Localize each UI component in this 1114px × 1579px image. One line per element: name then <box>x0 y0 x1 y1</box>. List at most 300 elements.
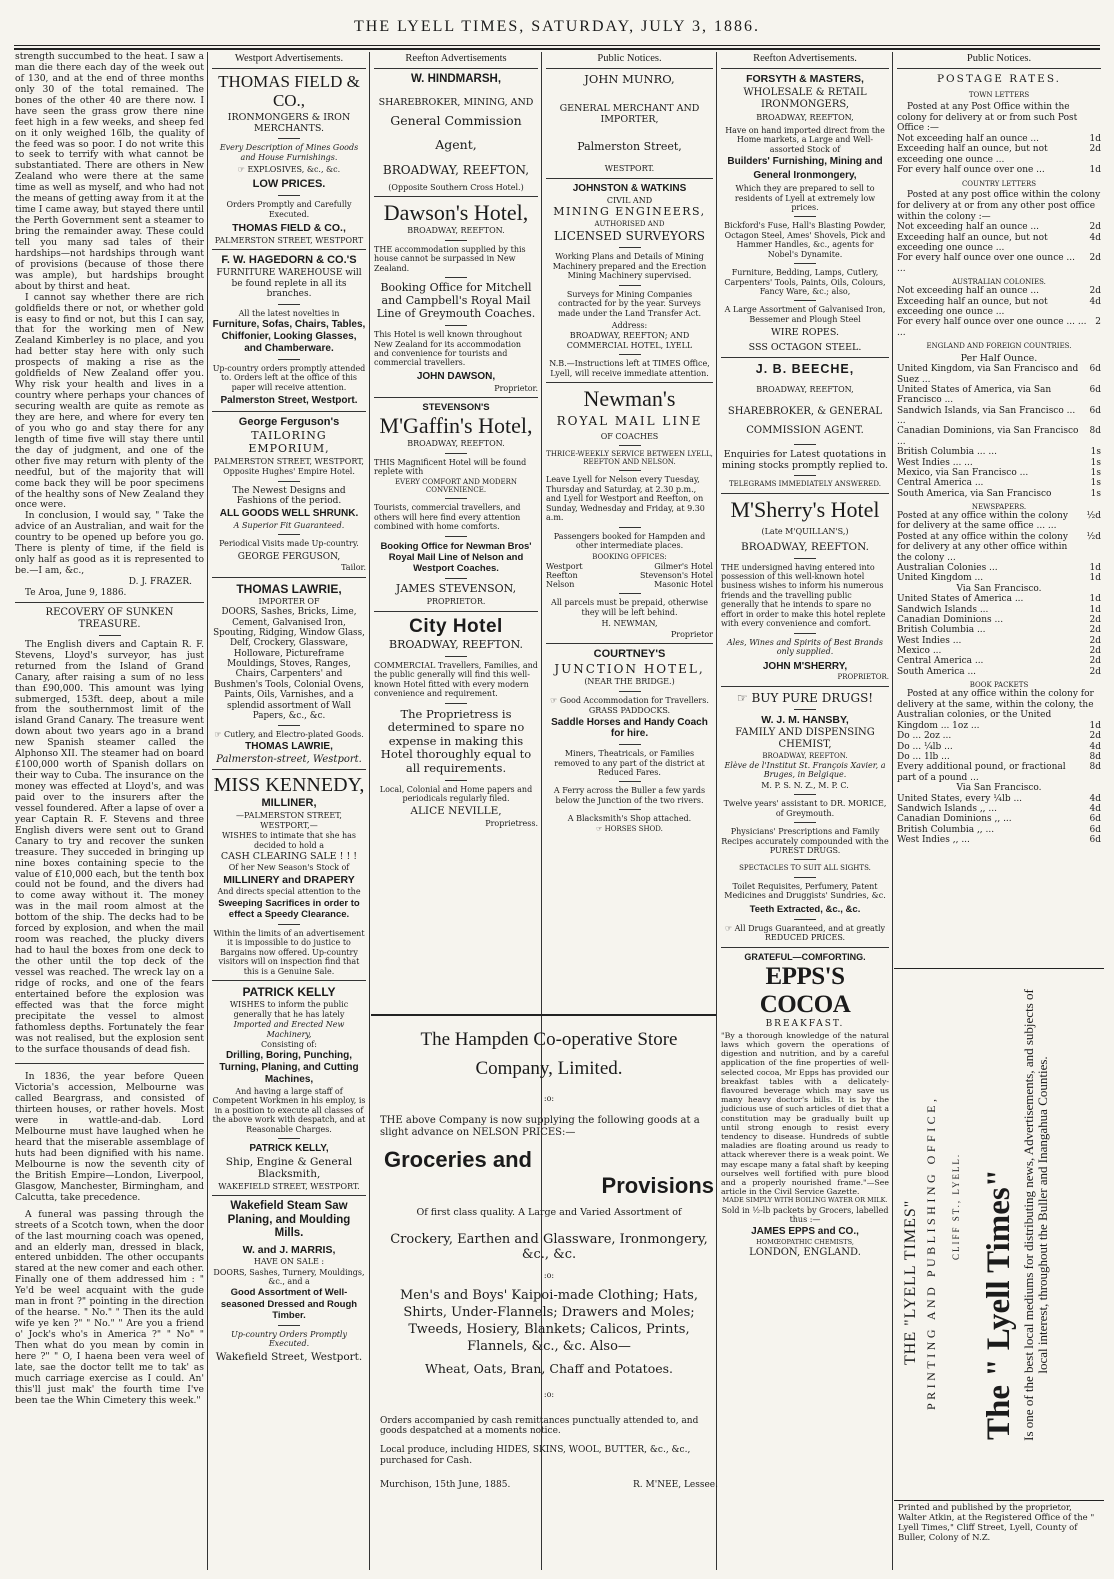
rate-row <box>897 165 1101 175</box>
ad-text: Consisting of: <box>261 1040 317 1049</box>
rate-label: For every half ounce over one ounce ... ... ... <box>897 317 1087 338</box>
ad-text: Posted at any post office within the colony for delivery at or from any other post office within the colony :— <box>897 190 1101 222</box>
ad-text: FURNITURE WAREHOUSE will be found replete in all its branches. <box>216 268 362 300</box>
rate-value: 1s <box>1090 478 1101 489</box>
rate-value: 1d <box>1089 573 1101 584</box>
ad-text: Enquiries for Latest quotations in mining stocks promptly replied to. <box>722 448 888 472</box>
ad-text: MADE SIMPLY WITH BOILING WATER OR MILK. <box>722 1196 888 1205</box>
ad-text: Posted at any office within the colony for delivery at the same, within the colony, the Australian colonies, or the United <box>897 689 1094 721</box>
rate-label: Canadian Dominions ,, ... <box>897 814 1012 825</box>
postage-title: POSTAGE RATES. <box>936 73 1061 86</box>
rate-label: Do ... 1lb ... <box>897 752 950 763</box>
ad-address: PALMERSTON STREET, WESTPORT <box>214 235 364 245</box>
rate-row <box>897 364 1101 385</box>
rate-value: 4d <box>1089 296 1101 307</box>
office-town: Westport <box>546 561 583 571</box>
ad-text: (Opposite Southern Cross Hotel.) <box>388 182 524 192</box>
rate-value: 2 <box>1095 317 1101 328</box>
rate-row <box>897 563 1101 573</box>
rate-value: 6d <box>1089 405 1101 416</box>
rate-label: Do ... 2oz ... <box>897 731 952 742</box>
rate-value: 8d <box>1089 426 1101 437</box>
rate-row <box>897 532 1101 563</box>
rate-row <box>897 426 1101 447</box>
ad-text: Every Description of Mines Goods and House Furnishings. <box>219 143 359 162</box>
rate-row <box>897 594 1101 604</box>
rate-value: 1s <box>1090 467 1101 478</box>
rate-label: For every half ounce over one ... <box>897 164 1045 175</box>
rate-value: 2d <box>1089 645 1101 656</box>
ad-text: W. and J. MARRIS, <box>242 1243 336 1256</box>
rate-value: 4d <box>1089 232 1101 243</box>
ad-hampden-store <box>374 1017 724 1570</box>
ad-address: BROADWAY, REEFTON. <box>741 541 869 554</box>
ad-johnston-watkins <box>546 183 713 378</box>
rate-row <box>897 835 1101 845</box>
article-title: RECOVERY OF SUNKEN TREASURE. <box>45 607 174 631</box>
section-rule <box>894 968 1104 969</box>
ad-text: THE above Company is now supplying the following goods at a slight advance on NELSON PRICES:— <box>380 1115 700 1139</box>
ad-title: PATRICK KELLY <box>242 985 336 1000</box>
ad-address: WAKEFIELD STREET, WESTPORT. <box>218 1181 360 1191</box>
ad-text: WHOLESALE & RETAIL IRONMONGERS, <box>743 86 867 110</box>
ad-text: Drilling, Boring, Punching, Turning, Planing, and Cutting Machines, <box>219 1050 359 1086</box>
ad-trade: IRONMONGERS & IRON MERCHANTS. <box>227 111 351 134</box>
ad-text: GRASS PADDOCKS. <box>588 706 671 716</box>
ad-date: Murchison, 15th June, 1885. <box>380 1480 511 1491</box>
rates-table <box>897 594 1101 677</box>
ad-text: Per Half Ounce. <box>960 353 1038 365</box>
booking-office-row <box>546 571 713 580</box>
ad-text: DOORS, Sashes, Bricks, Lime, Cement, Galvanised Iron, Spouting, Ridging, Window Glass, Delf, Crockery, Glassware, Holloware, Pictureframe Mouldings, Stoves, Ranges, Chairs, Carpenters' and Bushmen's Tools, Colonial Ovens, Paints, Oils, Varnishes, and a splendid assortment of Wall Papers, &c., &c. <box>213 607 365 721</box>
article-paragraph: A funeral was passing through the streets of a Scotch town, when the door of the last mourning coach was opened, and an elderly man, dressed in black, entered unbidden. The other occupants stared at the new comer and each other. Finally one of them addressed him : " Ye'd be weel acquaint with the gude man in front ?" pointing in the direction of the hearse. " No." " Then its the auld wife ye ken ?" " No." " Are you a friend o' Jock's who's in America ?" " No" " Then what do you mean by comin in here ?" " O, I haena been vera weel of late, sae the doctor tellt me to tak' as much carriage exercise as I could. An' this'll just mak' the fourth time I've been tae the Whin Cimetery this week." <box>15 1208 204 1406</box>
ad-text: Address: <box>611 320 648 330</box>
section-title: NEWSPAPERS. <box>971 502 1027 511</box>
article-paragraph: In 1836, the year before Queen Victoria's accession, Melbourne was called Beargrass, and consisted of thirteen houses, or rather hovels. Most were in wattle-and-dab. Lord Melbourne must have laughed when he heard that the miserable assemblage of huts had been dignified with his name. Melbourne is now the seventh city of the British Empire—London, Liverpool, Glasgow, Manchester, Birmingham, and Calcutta, take precedence. <box>15 1071 204 1203</box>
rate-label: West Indies ,, ... <box>897 835 970 846</box>
ad-text: Saddle Horses and Handy Coach for hire. <box>551 716 708 740</box>
rate-row <box>897 511 1101 532</box>
ad-text: Teeth Extracted, &c., &c. <box>749 903 861 915</box>
article-paragraph: The English divers and Captain R. F. Stevens, Lloyd's surveyor, has just returned from the Island of Grand Canary, after raising a sum of no less than £90,000. This amount was lying submerged, 153ft. deep, about a mile from the southernmost limit of the island Grand Canary. The treasure went down about two years ago in a brand new Spanish steamer called the Alphonso XII. The steamer had on board £100,000 worth of Spanish dollars on their way to Cuba. The insurance on the money was effected at Lloyd's, and was paid over to the insurers after the vessel foundered. After a lapse of over a year Captain R. F. Stevens and three English divers were sent out to Grand Canary to try and recover the sunken treasure. They succeded in bringing up nine boxes containing specie to the value of £10,000 each, but the tenth box could not be found, and the divers had to come away without it. The money was in the mail room almost at the bottom of the ship. The decks had to be forced by explosion, and when the mail room was reached, the plucky divers had to haul the boxes from one deck to the other until the top deck of the vessel was reached. The wreck lay on a ridge of rocks, and one of the fears entertained before the explosion was effected was that the force might precipitate the vessel to almost fathomless depths. Fortunately the fear was not realised, but the explosion sent to the surface thousands of dead fish. <box>15 638 205 1055</box>
ad-text: FAMILY AND DISPENSING CHEMIST, <box>735 727 875 750</box>
ad-text: DOORS, Sashes, Turnery, Mouldings, &c., and a <box>213 1267 365 1286</box>
ad-text: Physicians' Prescriptions and Family Recipes accurately compounded with the PUREST DRUGS. <box>721 827 889 856</box>
ad-text: BOOKING OFFICES: <box>592 552 667 561</box>
rate-value: 1s <box>1090 447 1101 458</box>
ad-text: A Ferry across the Buller a few yards below the Junction of the two rivers. <box>553 786 706 805</box>
rate-row <box>897 667 1101 677</box>
ad-text: LICENSED SURVEYORS <box>554 229 705 244</box>
rate-value: ½d <box>1086 531 1101 542</box>
column-rule <box>892 52 893 1570</box>
ad-title: George Ferguson's <box>238 415 340 428</box>
rate-value: 6d <box>1089 814 1101 825</box>
ad-text: Local, Colonial and Home papers and periodicals regularly filed. <box>379 784 533 803</box>
ad-text: All the latest novelties in <box>238 308 340 318</box>
rate-value: 4d <box>1089 793 1101 804</box>
column-header: Westport Advertisements. <box>212 52 366 69</box>
ad-title: M'Sherry's Hotel <box>730 496 880 522</box>
ad-title: JOHN MUNRO, <box>584 72 675 87</box>
ad-text: Good Assortment of Well-seasoned Dressed and Rough Timber. <box>220 1287 358 1321</box>
ad-text: Builders' Furnishing, Mining and General Ironmongery, <box>727 156 883 182</box>
ad-text: MILLINER, <box>261 797 317 810</box>
rate-value: 1d <box>1089 133 1101 144</box>
rates-table <box>897 721 1101 783</box>
ad-signature: JOHN DAWSON, <box>416 370 496 382</box>
ad-text: Miners, Theatricals, or Families removed to any part of the district at Reduced Fares. <box>554 749 705 777</box>
rate-label: Central America ... <box>897 478 984 489</box>
rate-row <box>897 406 1101 427</box>
ad-signature: JOHN M'SHERRY, <box>762 660 848 672</box>
ad-title: Wakefield Steam Saw Planing, and Moulding Mills. <box>227 1200 351 1240</box>
rotated-title: The " Lyell Times" <box>981 1168 1017 1440</box>
ad-signature: PATRICK KELLY, <box>249 1143 329 1155</box>
ad-title: EPPS'S COCOA <box>759 963 851 1018</box>
ad-text: EXPLOSIVES, &c., &c. <box>247 165 341 175</box>
rate-row <box>897 825 1101 835</box>
ornament: :o: <box>543 1093 555 1103</box>
letter-place-date: Te Aroa, June 9, 1886. <box>25 587 127 598</box>
ad-text: Opposite Hughes' Empire Hotel. <box>223 467 355 477</box>
rate-label: Do ... ¼lb ... <box>897 741 953 752</box>
rate-value: 2d <box>1089 614 1101 625</box>
ad-title: JOHNSTON & WATKINS <box>572 182 687 194</box>
ad-text: TELEGRAMS IMMEDIATELY ANSWERED. <box>729 480 881 489</box>
rate-value: 8d <box>1089 762 1101 773</box>
ad-text: A Large Assortment of Galvanised Iron, Bessemer and Plough Steel <box>724 305 886 324</box>
rate-row <box>897 573 1101 583</box>
rate-value: ½d <box>1086 511 1101 522</box>
rate-value: 2d <box>1089 666 1101 677</box>
rates-table <box>897 794 1101 846</box>
ad-text: Via San Francisco. <box>956 783 1042 794</box>
rate-label: Not exceeding half an ounce ... <box>897 286 1040 297</box>
ad-text: Provisions <box>601 1172 714 1198</box>
ad-ferguson <box>212 416 366 573</box>
ad-text: ALL GOODS WELL SHRUNK. <box>219 507 359 519</box>
rate-label: Sandwich Islands, via San Francisco ... ... <box>897 405 1076 427</box>
ad-text: (NEAR THE BRIDGE.) <box>584 677 675 687</box>
ad-thomas-field <box>212 73 366 245</box>
rate-row <box>897 317 1101 338</box>
ad-address: Wakefield Street, Westport. <box>215 1350 363 1363</box>
ad-text: SHAREBROKER, MINING, AND <box>378 96 534 108</box>
ad-text: WISHES to inform the public generally that he has lately <box>229 1000 349 1019</box>
rate-value: 2d <box>1089 656 1101 667</box>
ad-city-hotel <box>374 616 538 829</box>
ad-text: Orders Promptly and Carefully Executed. <box>226 200 352 219</box>
rate-label: Not exceeding half an ounce ... <box>897 133 1040 144</box>
ad-text: Surveys for Mining Companies contracted for by the year. Surveys made under the Land Transfer Act. <box>557 289 702 318</box>
ad-text: GENERAL MERCHANT AND IMPORTER, <box>559 102 700 126</box>
office-hotel: Stevenson's Hotel <box>639 570 713 580</box>
ad-signature: JAMES EPPS and CO., <box>751 1225 859 1237</box>
ad-text: Ship, Engine & General Blacksmith, <box>225 1155 353 1181</box>
rate-value: 2d <box>1089 286 1101 297</box>
rate-value: 2d <box>1089 731 1101 742</box>
rate-label: Exceeding half an ounce, but not exceeding one ounce ... <box>897 296 1048 317</box>
reefton-ads-column-2 <box>718 52 892 1570</box>
ad-hindmarsh <box>374 73 538 192</box>
rate-label: Exceeding half an ounce, but not exceeding one ounce ... <box>897 232 1048 253</box>
ad-text: Crockery, Earthen and Glassware, Ironmongery, &c., &c. <box>390 1232 708 1263</box>
ad-text: LOW PRICES. <box>252 178 326 191</box>
ad-text: Cutlery, and Electro-plated Goods. <box>223 730 364 740</box>
ad-text: And having a large staff of Competent Workmen in his employ, is in a position to execute all classes of the above work with despatch, and at Reasonable Charges. <box>212 1086 366 1134</box>
rate-value: 2d <box>1089 635 1101 646</box>
ad-address: —PALMERSTON STREET, WESTPORT,— <box>236 811 342 830</box>
column-header: Public Notices. <box>897 52 1101 69</box>
rate-row <box>897 458 1101 468</box>
rate-row <box>897 286 1101 296</box>
ad-text: Tourists, commercial travellers, and others will here find every attention combined with home comforts. <box>374 503 521 532</box>
rate-row <box>897 814 1101 824</box>
rates-table <box>897 364 1101 498</box>
rate-value: 6d <box>1089 835 1101 846</box>
ad-text: All parcels must be prepaid, otherwise they will be left behind. <box>551 598 708 617</box>
ad-title: MISS KENNEDY, <box>213 774 365 797</box>
rotated-text: PRINTING AND PUBLISHING OFFICE, <box>924 1095 938 1410</box>
ad-text: Proprietor. <box>494 383 538 393</box>
ad-text: TAILORING EMPORIUM, <box>248 428 330 455</box>
ad-text: Working Plans and Details of Mining Machinery prepared and the Erection Mining Machinery supervised. <box>552 252 707 281</box>
ad-text: And directs special attention to the <box>217 887 361 897</box>
ad-address: BROADWAY, REEFTON. <box>389 638 523 651</box>
ad-title: THOMAS LAWRIE, <box>236 581 342 596</box>
reefton-ads-column <box>371 52 541 1017</box>
rate-row <box>897 222 1101 232</box>
rates-table <box>897 222 1101 274</box>
rate-label: Central America ... <box>897 656 984 667</box>
pointing-hand-icon: ☞ <box>214 730 224 740</box>
rate-label: Sandwich Islands ... <box>897 604 989 615</box>
rate-label: Australian Colonies ... <box>897 562 998 573</box>
section-title: ENGLAND AND FOREIGN COUNTRIES. <box>926 341 1072 350</box>
ad-text: Booking Office for Newman Bros' Royal Mail Line of Nelson and Westport Coaches. <box>380 540 532 574</box>
booking-office-row <box>546 562 713 571</box>
ad-dawsons-hotel <box>374 201 538 393</box>
rate-label: United Kingdom ... <box>897 573 984 584</box>
rates-table <box>897 286 1101 338</box>
rate-label: Not exceeding half an ounce ... <box>897 222 1040 233</box>
ad-address: PALMERSTON STREET, WESTPORT, <box>214 456 364 466</box>
rate-value: 2d <box>1089 253 1101 264</box>
ad-title: The Hampden Co-operative Store Company, Limited. <box>420 1029 678 1080</box>
ad-address: Palmerston Street, <box>577 140 682 154</box>
ad-text: A Blacksmith's Shop attached. <box>567 814 692 824</box>
rate-label: Sandwich Islands ,, ... <box>897 804 997 814</box>
rate-row <box>897 478 1101 488</box>
rate-row <box>897 625 1101 635</box>
ad-text: THE accommodation supplied by this house cannot be surpassed in New Zealand. <box>374 244 526 273</box>
rate-value: 4d <box>1089 804 1101 814</box>
ad-title: W. HINDMARSH, <box>410 73 502 86</box>
ad-text: Furniture, Sofas, Chairs, Tables, Chiffonier, Looking Glasses, and Chamberware. <box>212 319 366 354</box>
article-paragraph: strength succumbed to the heat. I saw a man die there each day of the week out of 130, and at the end of three months only 30 of the total remained. The bones of the other 40 are there now. I have seen the grass grow there nine feet high in a few weeks, and sheep fed on it only weighed 16lb, the quality of the feed was so poor. I do not write this to seek to terrify with what cannot be substantiated. There are others in New Zealand who were there at the same time as well as myself, and who had not the means of getting away from it at the time I came away, but stayed there until the Perth Government sent a steamer to bring the remainder away. These could tell you many sad tales of their hardships—not hardships through want of provisions (because of those there was ample), but hardships brought about by thirst and heat. <box>15 52 204 292</box>
rotated-text: Is one of the best local mediums for distributing news, Advertisements, and subjects of local interest, throughout the Buller and Inangahua Counties. <box>1021 989 1051 1441</box>
ad-signature: ALICE NEVILLE, <box>410 805 502 818</box>
ad-text: M. P. S. N. Z., M. P. C. <box>761 780 849 790</box>
ad-mgaffins-hotel <box>374 402 538 607</box>
column-header: Reefton Advertisements <box>374 52 538 69</box>
ad-text: PROPRIETOR. <box>426 597 486 607</box>
ad-text: PROPRIETOR. <box>837 673 889 682</box>
pointing-hand-icon: ☞ <box>550 695 560 705</box>
ad-text: THOMAS FIELD & CO., <box>232 222 346 235</box>
pointing-hand-icon: ☞ <box>736 690 752 705</box>
ad-text: Twelve years' assistant to DR. MORICE, of Greymouth. <box>723 799 887 818</box>
section-title: COUNTRY LETTERS <box>961 180 1037 189</box>
ad-hansby-chemist <box>721 691 889 943</box>
ad-title: M'Gaffin's Hotel, <box>379 413 533 439</box>
rate-label: United States, every ¼lb ... <box>897 793 1023 804</box>
rate-value: 6d <box>1089 385 1101 396</box>
rate-row <box>897 721 1101 731</box>
ad-title: Newman's <box>583 386 676 412</box>
ad-text: Up-country Orders Promptly Executed. <box>230 1329 347 1349</box>
rate-row <box>897 297 1101 318</box>
westport-ads-column <box>209 52 369 1570</box>
rate-row <box>897 385 1101 406</box>
ad-text: HORSES SHOD. <box>604 824 663 833</box>
rate-row <box>897 144 1101 165</box>
rate-value: 1d <box>1089 164 1101 175</box>
ad-address: BROADWAY, REEFTON. <box>407 226 505 236</box>
office-hotel: Gilmer's Hotel <box>654 561 713 571</box>
column-rule <box>716 52 717 1017</box>
news-column <box>12 52 207 1570</box>
ad-text: EVERY COMFORT AND MODERN CONVENIENCE. <box>394 477 518 495</box>
ad-text: All Drugs Guaranteed, and at greatly REDUCED PRICES. <box>734 923 886 943</box>
ad-text: Proprietress. <box>485 818 538 828</box>
ad-text: Passengers booked for Hampden and other intermediate places. <box>553 531 706 551</box>
ad-address: BROADWAY, REEFTON. <box>762 751 848 760</box>
ad-text: SSS OCTAGON STEEL. <box>748 341 862 353</box>
rate-label: West Indies ... <box>897 635 962 646</box>
ad-text: BREAKFAST. <box>765 1019 845 1030</box>
pointing-hand-icon: ☞ <box>596 824 605 833</box>
rate-value: 6d <box>1089 364 1101 375</box>
booking-office-row <box>546 580 713 589</box>
pointing-hand-icon: ☞ <box>237 165 248 175</box>
rate-value: 2d <box>1089 144 1101 155</box>
ad-address: LONDON, ENGLAND. <box>749 1247 861 1259</box>
ad-text: WISHES to intimate that she has decided to hold a <box>221 831 357 850</box>
ad-text: MINING ENGINEERS, <box>553 204 706 218</box>
ad-text: SPECTACLES TO SUIT ALL SIGHTS. <box>739 864 871 873</box>
article-paragraph: In conclusion, I would say, " Take the advice of an Australian, and wait for the country to be opened up before you go. There is plenty of time, if the field is only half as good as it is represented to be.—I am, &c., <box>15 510 204 577</box>
ad-text: "By a thorough knowledge of the natural laws which govern the operations of digestion and nutrition, and by a careful application of the fine properties of well-selected cocoa, Mr Epps has provided our breakfast tables with a delicately-flavoured beverage which may save us many heavy doctor's bills. It is by the judicious use of such articles of diet that a constitution may be gradually built up until strong enough to resist every tendency to disease. Hundreds of subtle maladies are floating around us ready to attack wherever there is a weak point. We may escape many a fatal shaft by keeping ourselves well fortified with pure blood and a properly nourished frame."—See article in the Civil Service Gazette. <box>721 1030 889 1197</box>
rate-label: South America, via San Francisco <box>897 488 1052 499</box>
ad-text: Have on hand imported direct from the Home markets, a Large and Well-assorted Stock of <box>725 125 885 154</box>
ad-text: THIS Magnificent Hotel will be found replete with <box>374 457 527 477</box>
ad-text: Sweeping Sacrifices in order to effect a Speedy Clearance. <box>218 897 360 920</box>
imprint: Printed and published by the proprietor, Walter Atkin, at the Registered Office of the " Lyell Times," Cliff Street, Lyell, County of Buller, Colony of N.Z. <box>898 1503 1095 1544</box>
rate-value: 4d <box>1089 741 1101 752</box>
office-town: Reefton <box>546 570 578 580</box>
rate-row <box>897 134 1101 144</box>
ad-lawrie <box>212 582 366 766</box>
rate-row <box>897 489 1101 499</box>
ad-text: Of first class quality. A Large and Varied Assortment of <box>416 1206 682 1218</box>
ad-address: Palmerston Street, Westport. <box>220 395 358 407</box>
column-header: Public Notices. <box>546 52 713 69</box>
ad-text: W. J. M. HANSBY, <box>761 713 849 726</box>
ad-text: Within the limits of an advertisement it is impossible to do justice to Bargains now offered. Up-country visitors will on inspection find that this is a Genuine Sale. <box>213 928 365 976</box>
section-title: AUSTRALIAN COLONIES. <box>952 278 1046 286</box>
ad-wakefield-mills <box>212 1200 366 1363</box>
ad-address: BROADWAY, REEFTON, <box>756 384 854 394</box>
ad-courtneys-hotel <box>546 648 713 833</box>
rate-row <box>897 762 1101 783</box>
rate-value: 2d <box>1089 222 1101 233</box>
ad-address: BROADWAY, REEFTON. <box>407 439 505 449</box>
ad-text: Leave Lyell for Nelson every Tuesday, Thursday and Saturday, at 2.30 p.m., and Lyell for Westport and Reefton, on Sunday, Wednesday and Friday, at 9.30 a.m. <box>546 475 705 523</box>
section-rule <box>371 1014 716 1016</box>
ad-title: BUY PURE DRUGS! <box>751 690 874 705</box>
ad-text: Wheat, Oats, Bran, Chaff and Potatoes. <box>424 1360 674 1376</box>
ad-text: A Superior Fit Guaranteed. <box>233 520 345 530</box>
ad-epps-cocoa <box>721 952 889 1259</box>
rate-label: For every half ounce over one ounce ... ... <box>897 253 1076 274</box>
ad-text: WIRE ROPES. <box>770 327 840 339</box>
ad-text: AUTHORISED AND <box>594 219 665 228</box>
ad-signature: THOMAS LAWRIE, <box>245 740 333 752</box>
ad-text: Furniture, Bedding, Lamps, Cutlery, Carpenters' Tools, Paints, Oils, Colours, Fancy Ware, &c.; also, <box>724 268 886 297</box>
masthead: THE LYELL TIMES, SATURDAY, JULY 3, 1886. <box>354 18 760 35</box>
rate-value: 1d <box>1089 604 1101 615</box>
ad-title: FORSYTH & MASTERS, <box>746 73 864 86</box>
rate-row <box>897 447 1101 457</box>
rate-label: Mexico ... <box>897 645 942 656</box>
ad-text: Sold in ½-lb packets by Grocers, labelled thus :— <box>721 1205 889 1225</box>
rate-value: 1d <box>1089 720 1101 731</box>
ad-text: Bickford's Fuse, Hall's Blasting Powder, Octagon Steel, Ames' Shovels, Pick and Hammer Handles, &c., agents for Nobel's Dynamite. <box>724 221 886 259</box>
ad-text: Via San Francisco. <box>956 583 1042 594</box>
rate-value: 2d <box>1089 625 1101 636</box>
ad-text: General Commission Agent, <box>390 113 522 152</box>
ad-title: Dawson's Hotel, <box>383 200 529 226</box>
rate-row <box>897 233 1101 254</box>
ad-text: Periodical Visits made Up-country. <box>219 539 359 549</box>
ad-text: GRATEFUL—COMFORTING. <box>744 951 866 962</box>
ad-text: Tailor. <box>341 563 366 573</box>
ornament: :o: <box>543 1270 555 1280</box>
rate-label: South America ... <box>897 666 977 677</box>
ad-text: SHAREBROKER, & GENERAL COMMISSION AGENT. <box>727 405 883 436</box>
ad-address: Palmerston-street, Westport. <box>216 753 362 765</box>
ad-text: Good Accommodation for Travellers. <box>559 695 709 705</box>
ad-title: J. B. BEECHE, <box>755 361 855 376</box>
rate-label: British Columbia ,, ... <box>897 824 995 835</box>
rate-label: United States of America ... <box>897 594 1024 605</box>
rate-value: 6d <box>1089 824 1101 835</box>
ad-signature: JAMES STEVENSON, <box>395 582 517 596</box>
ad-text: Ales, Wines and Spirits of Best Brands only supplied. <box>726 637 884 657</box>
rate-row <box>897 646 1101 656</box>
ad-text: STEVENSON'S <box>422 402 490 414</box>
rate-label: Exceeding half an ounce, but not exceeding one ounce ... <box>897 144 1048 165</box>
ad-text: Toilet Requisites, Perfumery, Patent Medicines and Druggists' Sundries, &c. <box>724 881 886 901</box>
ad-text: The Newest Designs and Fashions of the period. <box>232 485 346 507</box>
ad-text: Groceries and <box>384 1146 532 1172</box>
ad-beeche <box>721 362 889 489</box>
rate-value: 1s <box>1090 457 1101 468</box>
rates-table <box>897 511 1101 583</box>
ad-text: THE undersigned having entered into possession of this well-known hotel business wishes to inform his numerous friends and the travelling public generally that he intends to spare no effort in order to make this hotel replete with every convenience and comfort. <box>721 562 886 629</box>
